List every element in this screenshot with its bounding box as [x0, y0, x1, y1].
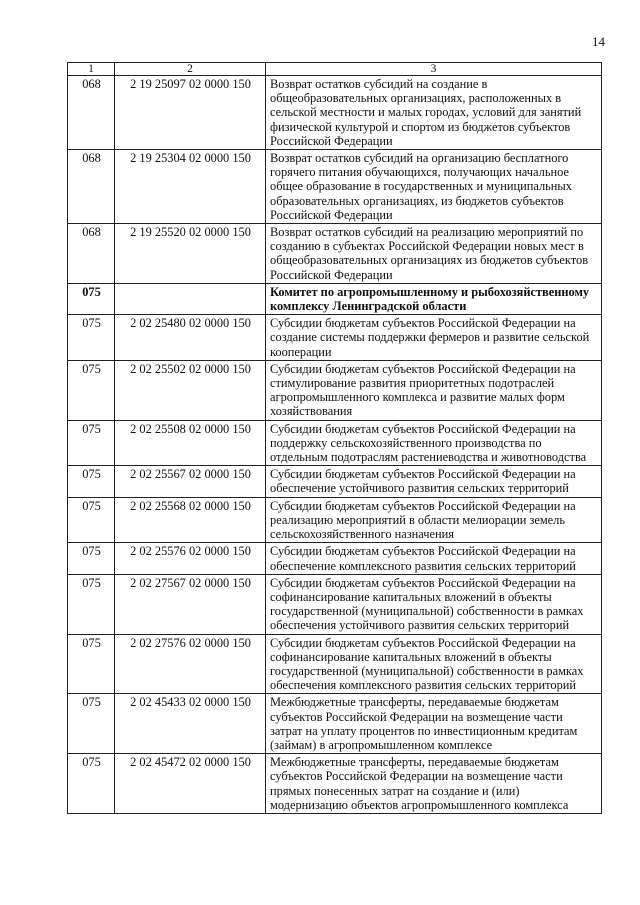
table-body: [68, 76, 602, 814]
table-row: [68, 224, 602, 284]
table-row: [68, 466, 602, 497]
admin-code-cell: 068: [68, 224, 115, 284]
description-cell: Комитет по агропромышленному и рыбохозяйственному комплексу Ленинградской области: [266, 283, 602, 314]
description-cell: Субсидии бюджетам субъектов Российской Федерации на создание системы поддержки фермеров и развитие сельской кооперации: [266, 315, 602, 361]
table-row: [68, 360, 602, 420]
admin-code-cell: 075: [68, 420, 115, 466]
budget-classification-table: [67, 62, 602, 814]
description-cell: Субсидии бюджетам субъектов Российской Федерации на софинансирование капитальных вложений в объекты государственной (муниципальной) собственности в рамках обеспечения устойчивого развития сельских территорий: [266, 574, 602, 634]
admin-code-cell: 075: [68, 283, 115, 314]
budget-code-cell: 2 02 25568 02 0000 150: [115, 497, 266, 543]
table-row: [68, 543, 602, 574]
table-row: [68, 76, 602, 150]
table-row: [68, 754, 602, 814]
budget-code-cell: 2 02 25567 02 0000 150: [115, 466, 266, 497]
budget-code-cell: 2 02 45433 02 0000 150: [115, 694, 266, 754]
admin-code-cell: 068: [68, 150, 115, 224]
admin-code-cell: 075: [68, 315, 115, 361]
budget-code-cell: 2 19 25097 02 0000 150: [115, 76, 266, 150]
description-cell: Субсидии бюджетам субъектов Российской Федерации на обеспечение устойчивого развития сельских территорий: [266, 466, 602, 497]
budget-code-cell: 2 02 27576 02 0000 150: [115, 634, 266, 694]
table-row: [68, 694, 602, 754]
table-row: [68, 283, 602, 314]
description-cell: Возврат остатков субсидий на создание в общеобразовательных организациях, расположенных в сельской местности и малых городах, условий для занятий физической культурой и спортом из бюджетов субъектов Российской Федерации: [266, 76, 602, 150]
description-cell: Возврат остатков субсидий на организацию бесплатного горячего питания обучающихся, получающих начальное общее образование в государственных и муниципальных образовательных организациях, из бюджетов субъектов Российской Федерации: [266, 150, 602, 224]
description-cell: Субсидии бюджетам субъектов Российской Федерации на реализацию мероприятий в области мелиорации земель сельскохозяйственного назначения: [266, 497, 602, 543]
budget-code-cell: [115, 283, 266, 314]
description-cell: Субсидии бюджетам субъектов Российской Федерации на стимулирование развития приоритетных подотраслей агропромышленного комплекса и развитие малых форм хозяйствования: [266, 360, 602, 420]
budget-code-cell: 2 02 25502 02 0000 150: [115, 360, 266, 420]
table-row: [68, 574, 602, 634]
description-cell: Субсидии бюджетам субъектов Российской Федерации на поддержку сельскохозяйственного производства по отдельным подотраслям растениеводства и животноводства: [266, 420, 602, 466]
page-number: 14: [592, 34, 605, 49]
admin-code-cell: 075: [68, 466, 115, 497]
admin-code-cell: 075: [68, 360, 115, 420]
table-header-row: [68, 63, 602, 76]
admin-code-cell: 075: [68, 543, 115, 574]
table-row: [68, 497, 602, 543]
budget-code-cell: 2 02 25480 02 0000 150: [115, 315, 266, 361]
description-cell: Субсидии бюджетам субъектов Российской Федерации на софинансирование капитальных вложений в объекты государственной (муниципальной) собственности в рамках обеспечения комплексного развития сельских территорий: [266, 634, 602, 694]
description-cell: Межбюджетные трансферты, передаваемые бюджетам субъектов Российской Федерации на возмещение части прямых понесенных затрат на создание и (или) модернизацию объектов агропромышленного комплекса: [266, 754, 602, 814]
budget-code-cell: 2 02 25576 02 0000 150: [115, 543, 266, 574]
admin-code-cell: 075: [68, 754, 115, 814]
budget-code-cell: 2 19 25520 02 0000 150: [115, 224, 266, 284]
column-header-3: 3: [266, 63, 602, 76]
budget-code-cell: 2 19 25304 02 0000 150: [115, 150, 266, 224]
admin-code-cell: 075: [68, 694, 115, 754]
table-row: [68, 634, 602, 694]
admin-code-cell: 075: [68, 497, 115, 543]
description-cell: Возврат остатков субсидий на реализацию мероприятий по созданию в субъектах Российской Федерации новых мест в общеобразовательных организациях из бюджетов субъектов Российской Федерации: [266, 224, 602, 284]
table-row: [68, 315, 602, 361]
description-cell: Субсидии бюджетам субъектов Российской Федерации на обеспечение комплексного развития сельских территорий: [266, 543, 602, 574]
admin-code-cell: 075: [68, 634, 115, 694]
column-header-2: 2: [115, 63, 266, 76]
budget-code-cell: 2 02 27567 02 0000 150: [115, 574, 266, 634]
admin-code-cell: 075: [68, 574, 115, 634]
column-header-1: 1: [68, 63, 115, 76]
budget-code-cell: 2 02 45472 02 0000 150: [115, 754, 266, 814]
table-row: [68, 420, 602, 466]
table-row: [68, 150, 602, 224]
budget-code-cell: 2 02 25508 02 0000 150: [115, 420, 266, 466]
admin-code-cell: 068: [68, 76, 115, 150]
description-cell: Межбюджетные трансферты, передаваемые бюджетам субъектов Российской Федерации на возмещение части затрат на уплату процентов по инвестиционным кредитам (займам) в агропромышленном комплексе: [266, 694, 602, 754]
